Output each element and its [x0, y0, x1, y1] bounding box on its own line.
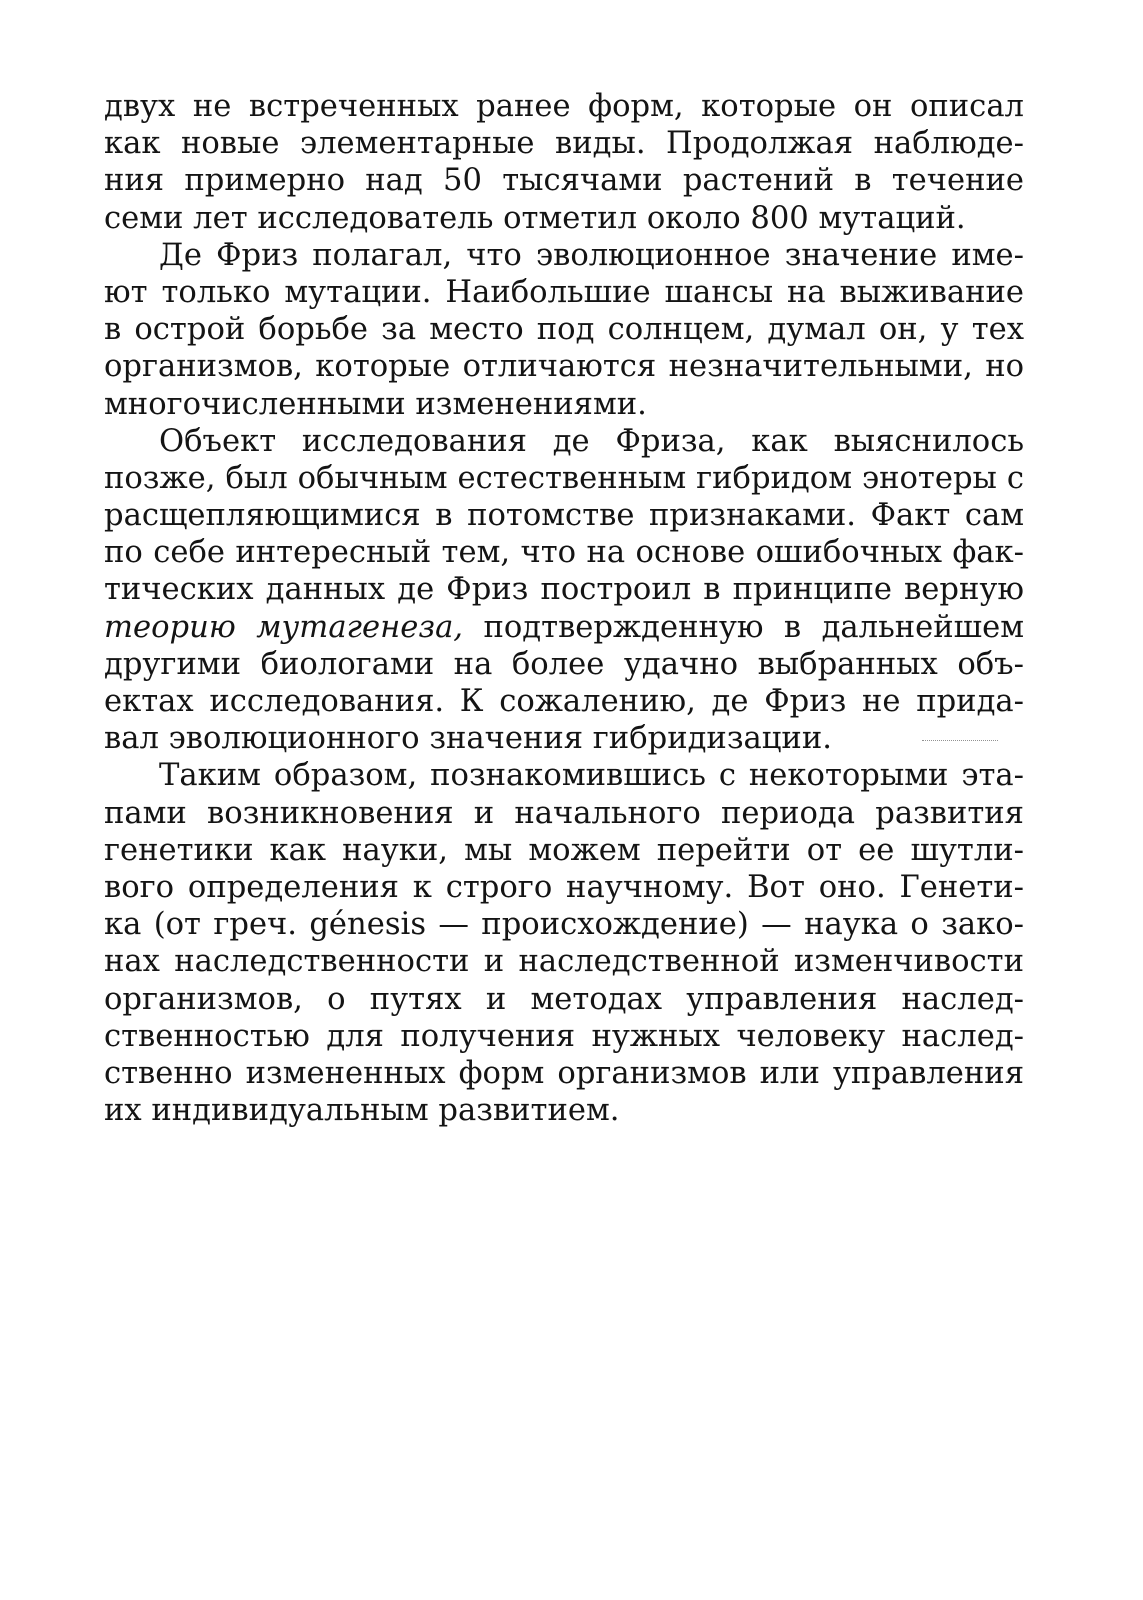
paragraph-3 [104, 423, 1024, 758]
text-line: ственно измененных форм организмов или управления [104, 1055, 1024, 1091]
text-line-rest: подтвержденную в дальнейшем [483, 609, 1024, 645]
text-line: вал эволюционного значения гибридизации. [104, 721, 832, 757]
document-page [104, 88, 1024, 1129]
text-line: организмов, которые отличаются незначительными, но [104, 349, 1024, 385]
text-line: тических данных де Фриз построил в принципе верную [104, 572, 1024, 608]
text-line: генетики как науки, мы можем перейти от ее шутли- [104, 832, 1024, 868]
text-line: расщепляющимися в потомстве признаками. Факт сам [104, 498, 1024, 534]
text-line: в острой борьбе за место под солнцем, думал он, у тех [104, 312, 1024, 348]
text-line: их индивидуальным развитием. [104, 1093, 620, 1129]
text-line: Объект исследования де Фриза, как выяснилось [159, 423, 1024, 459]
paragraph-1 [104, 88, 1024, 237]
paragraph-4 [104, 757, 1024, 1129]
text-line: ектах исследования. К сожалению, де Фриз не прида- [104, 684, 1024, 719]
text-line: ка (от греч. génesis — происхождение) — наука о зако- [104, 907, 1024, 943]
text-line: позже, был обычным естественным гибридом энотеры с [104, 460, 1024, 496]
italic-term: теорию мутагенеза, [104, 609, 464, 645]
text-line: Де Фриз полагал, что эволюционное значение име- [159, 237, 1024, 273]
text-line: вого определения к строго научному. Вот оно. Генети- [104, 869, 1024, 905]
paragraph-2 [104, 237, 1024, 423]
text-line: семи лет исследователь отметил около 800 мутаций. [104, 200, 966, 236]
text-line: пами возникновения и начального периода развития [104, 795, 1024, 831]
text-line: многочисленными изменениями. [104, 386, 647, 422]
text-line: ния примерно над 50 тысячами растений в течение [104, 163, 1024, 199]
text-line: ют только мутации. Наибольшие шансы на выживание [104, 274, 1024, 310]
scan-artifact-mark [922, 740, 998, 744]
text-line: другими биологами на более удачно выбранных объ- [104, 646, 1024, 682]
text-line: двух не встреченных ранее форм, которые он описал [104, 89, 1024, 124]
text-line: Таким образом, познакомившись с некоторыми эта- [159, 758, 1024, 794]
text-line-with-italic [104, 609, 1024, 646]
text-line: по себе интересный тем, что на основе ошибочных фак- [104, 535, 1024, 571]
text-line: организмов, о путях и методах управления наслед- [104, 981, 1024, 1017]
text-line: как новые элементарные виды. Продолжая наблюде- [104, 126, 1024, 162]
text-line: нах наследственности и наследственной изменчивости [104, 944, 1024, 980]
text-line: ственностью для получения нужных человеку наслед- [104, 1018, 1024, 1054]
